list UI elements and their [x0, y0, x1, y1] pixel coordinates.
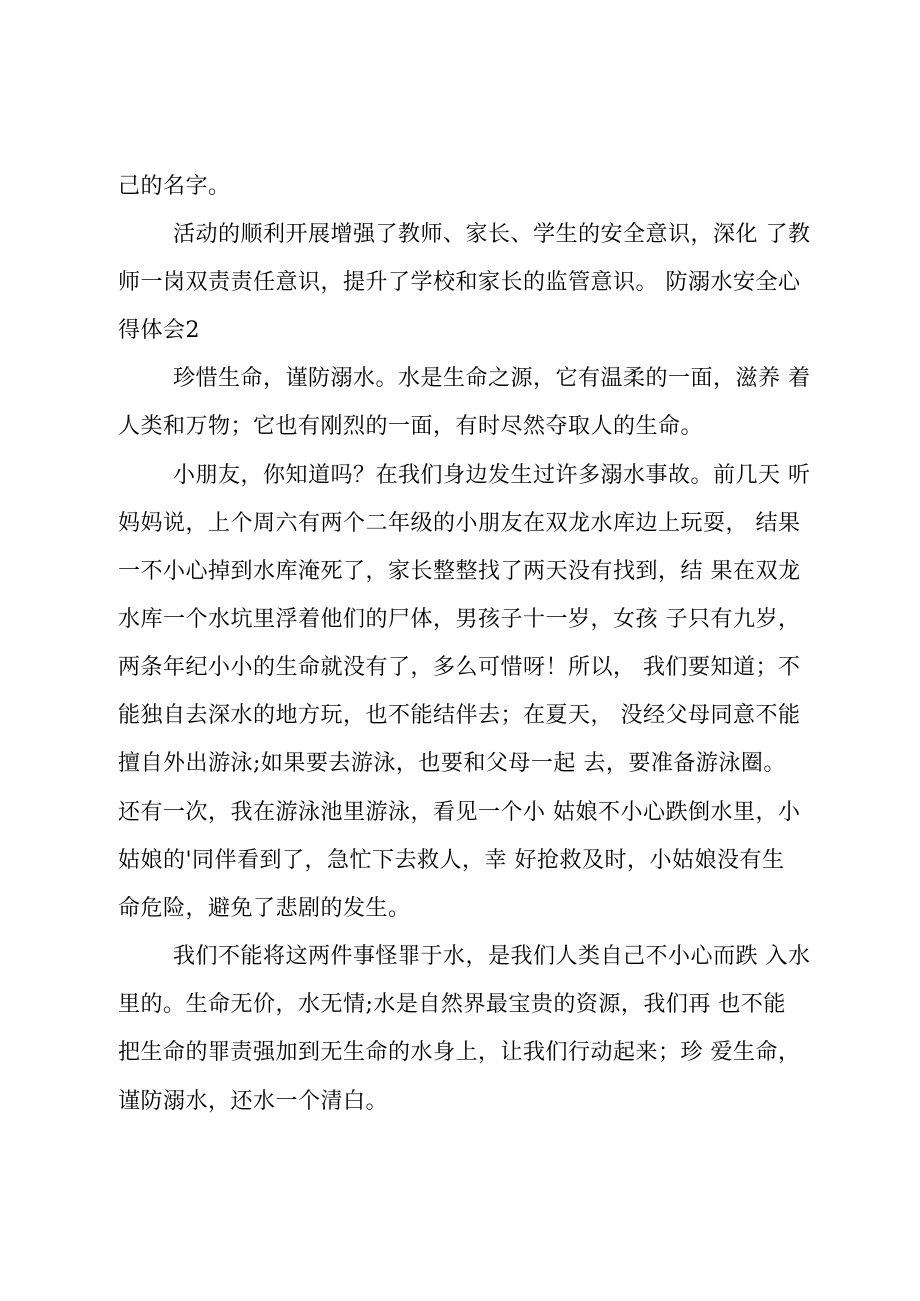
text-line-15: 姑娘的'同伴看到了，急忙下去救人，幸 好抢救及时，小姑娘没有生	[118, 848, 785, 873]
text-line-3: 师一岗双责责任意识，提升了学校和家长的监管意识。 防溺水安全心	[118, 270, 801, 295]
text-line-14: 还有一次，我在游泳池里游泳，看见一个小 姑娘不小心跌倒水里，小	[118, 800, 801, 825]
text-line-17: 我们不能将这两件事怪罪于水，是我们人类自己不小心而跌 入水	[173, 944, 811, 969]
text-line-16: 命危险，避免了悲剧的发生。	[118, 896, 411, 921]
text-line-1: 己的名字。	[118, 174, 231, 199]
text-line-13: 擅自外出游泳;如果要去游泳，也要和父母一起 去，要准备游泳圈。	[118, 751, 786, 776]
text-line-9: 一不小心掉到水库淹死了，家长整整找了两天没有找到，结 果在双龙	[118, 559, 801, 584]
text-line-18: 里的。生命无价，水无情;水是自然界最宝贵的资源，我们再 也不能	[118, 992, 786, 1017]
text-line-8: 妈妈说，上个周六有两个二年级的小朋友在双龙水库边上玩耍， 结果	[118, 511, 801, 536]
text-line-20: 谨防溺水，还水一个清白。	[118, 1089, 389, 1114]
text-line-2: 活动的顺利开展增强了教师、家长、学生的安全意识，深化 了教	[173, 222, 811, 247]
text-line-10: 水库一个水坑里浮着他们的尸体，男孩子十一岁，女孩 子只有九岁，	[118, 607, 801, 632]
text-line-12: 能独自去深水的地方玩，也不能结伴去；在夏天， 没经父母同意不能	[118, 703, 801, 728]
text-line-19: 把生命的罪责强加到无生命的水身上，让我们行动起来；珍 爱生命，	[118, 1040, 801, 1065]
text-line-11: 两条年纪小小的生命就没有了，多么可惜呀！所以， 我们要知道；不	[118, 655, 801, 680]
text-line-6: 人类和万物；它也有刚烈的一面，有时尽然夺取人的生命。	[118, 414, 704, 439]
text-line-5: 珍惜生命，谨防溺水。水是生命之源，它有温柔的一面，滋养 着	[173, 366, 811, 391]
text-line-4: 得体会2	[118, 318, 200, 343]
text-line-7: 小朋友，你知道吗？在我们身边发生过许多溺水事故。前几天 听	[173, 463, 811, 488]
